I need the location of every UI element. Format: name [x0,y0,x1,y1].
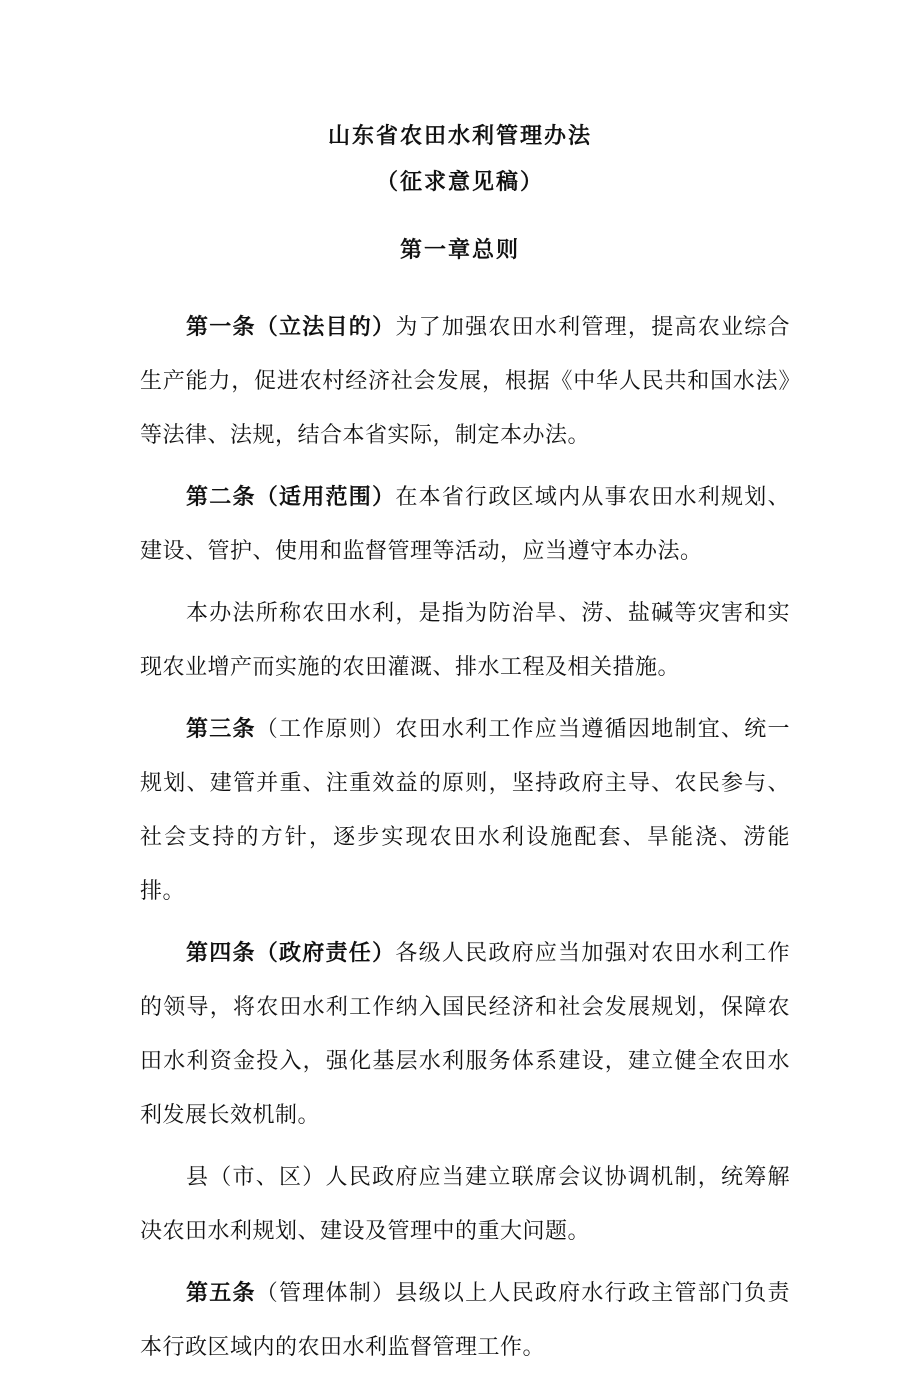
article-5-paragraph [140,1267,790,1375]
document-title: 山东省农田水利管理办法 [327,124,592,149]
article-5-text: （管理体制）县级以上人民政府水行政主管部门负责本行政区域内的农田水利监督管理工作。 [140,1281,790,1360]
article-2-clause-2 [140,587,790,695]
article-5-heading: 第五条 [186,1281,256,1306]
document-body [140,301,790,1375]
article-4-clause-2 [140,1151,790,1259]
article-2-paragraph [140,471,790,579]
article-2-clause-2-text: 本办法所称农田水利，是指为防治旱、涝、盐碱等灾害和实现农业增产而实施的农田灌溉、排水工程及相关措施。 [140,601,790,680]
article-4-paragraph [140,927,790,1143]
article-1-paragraph [140,301,790,463]
article-3-paragraph [140,703,790,919]
article-3-text: （工作原则）农田水利工作应当遵循因地制宜、统一规划、建管并重、注重效益的原则，坚持政府主导、农民参与、社会支持的方针，逐步实现农田水利设施配套、旱能浇、涝能排。 [140,717,790,904]
article-2-heading: 第二条（适用范围） [186,485,396,510]
article-3-heading: 第三条 [186,717,256,742]
article-2-text: 在本省行政区域内从事农田水利规划、建设、管护、使用和监督管理等活动，应当遵守本办法。 [140,485,790,564]
chapter-heading: 第一章总则 [399,238,520,263]
article-4-text: 各级人民政府应当加强对农田水利工作的领导，将农田水利工作纳入国民经济和社会发展规划，保障农田水利资金投入，强化基层水利服务体系建设，建立健全农田水利发展长效机制。 [140,941,790,1128]
article-1-text: 为了加强农田水利管理，提高农业综合生产能力，促进农村经济社会发展，根据《中华人民共和国水法》等法律、法规，结合本省实际，制定本办法。 [140,315,790,448]
article-1-heading: 第一条（立法目的） [186,315,396,340]
document-subtitle: （征求意见稿） [375,170,544,195]
article-4-clause-2-text: 县（市、区）人民政府应当建立联席会议协调机制，统筹解决农田水利规划、建设及管理中的重大问题。 [140,1165,790,1244]
article-4-heading: 第四条（政府责任） [186,941,396,966]
